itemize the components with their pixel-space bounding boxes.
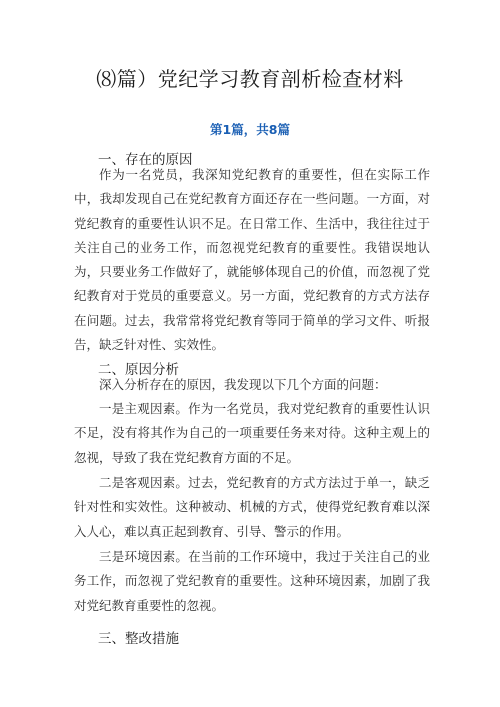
document-subtitle: 第1篇，共8篇 [210, 122, 290, 137]
section-heading-1: 一、存在的原因 [98, 152, 193, 168]
section-2-paragraph-3: 二是客观因素。过去，党纪教育的方式方法过于单一，缺乏针对性和实效性。这种被动、机械的方式，使得党纪教育难以深入人心，难以真正起到教育、引导、警示的作用。 [74, 475, 430, 539]
section-heading-3: 三、整改措施 [98, 631, 179, 647]
section-2-paragraph-1: 深入分析存在的原因，我发现以下几个方面的问题： [99, 377, 387, 392]
document-title: ⑻篇）党纪学习教育剖析检查材料 [96, 67, 404, 91]
section-2-paragraph-2: 一是主观因素。作为一名党员，我对党纪教育的重要性认识不足，没有将其作为自己的一项重要任务来对待。这种主观上的忽视，导致了我在党纪教育方面的不足。 [74, 401, 430, 465]
section-1-paragraph-1: 作为一名党员，我深知党纪教育的重要性，但在实际工作中，我却发现自己在党纪教育方面还存在一些问题。一方面，对党纪教育的重要性认识不足。在日常工作、生活中，我往往过于关注自己的业务工作，而忽视党纪教育的重要性。我错误地认为，只要业务工作做好了，就能够体现自己的价值，而忽视了党纪教育对于党员的重要意义。另一方面，党纪教育的方式方法存在问题。过去，我常常将党纪教育等同于简单的学习文件、听报告，缺乏针对性、实效性。 [74, 167, 430, 353]
section-heading-2: 二、原因分析 [98, 362, 179, 378]
section-2-paragraph-4: 三是环境因素。在当前的工作环境中，我过于关注自己的业务工作，而忽视了党纪教育的重要性。这种环境因素，加剧了我对党纪教育重要性的忽视。 [74, 549, 430, 613]
